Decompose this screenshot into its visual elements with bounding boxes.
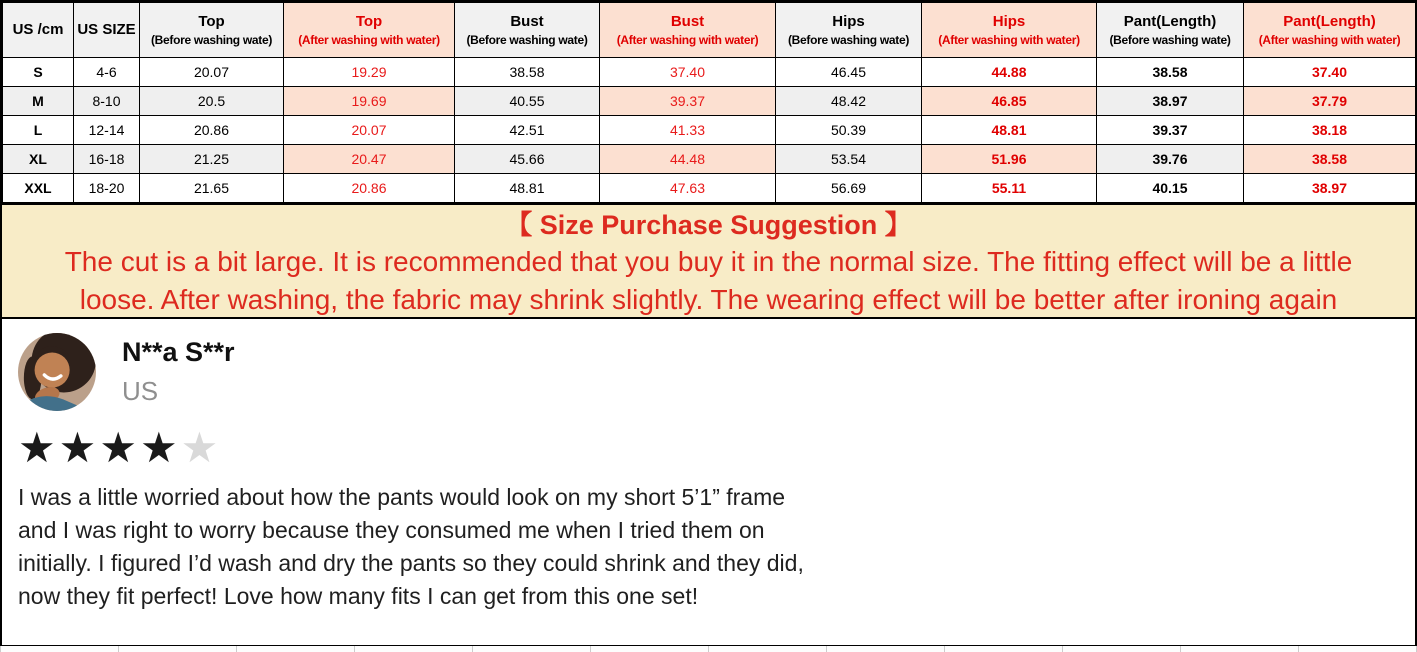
text-line: initially. I figured I’d wash and dry the pants so they could shrink and they did, bbox=[18, 550, 804, 576]
star-empty-icon: ★ bbox=[180, 424, 222, 471]
column-header: Bust (Before washing wate) bbox=[455, 3, 600, 58]
size-chart-table bbox=[2, 2, 1416, 203]
table-cell: 38.58 bbox=[1244, 145, 1416, 174]
table-cell: 45.66 bbox=[455, 145, 600, 174]
reviewer-info bbox=[122, 337, 235, 407]
size-purchase-suggestion-banner bbox=[2, 203, 1415, 319]
star-filled-icon: ★ bbox=[18, 424, 59, 471]
reviewer-row bbox=[18, 333, 1399, 411]
size-row bbox=[3, 145, 1416, 174]
next-section-peek bbox=[0, 646, 1417, 652]
table-cell: 46.45 bbox=[776, 58, 922, 87]
table-cell: 37.40 bbox=[600, 58, 776, 87]
table-cell: 8-10 bbox=[74, 87, 140, 116]
table-cell: 48.81 bbox=[922, 116, 1097, 145]
table-cell: 20.07 bbox=[140, 58, 284, 87]
table-cell: 56.69 bbox=[776, 174, 922, 203]
table-cell: 19.29 bbox=[284, 58, 455, 87]
table-cell: 39.37 bbox=[1097, 116, 1244, 145]
table-cell: 40.15 bbox=[1097, 174, 1244, 203]
table-cell: L bbox=[3, 116, 74, 145]
table-cell: 20.86 bbox=[284, 174, 455, 203]
table-cell: 21.65 bbox=[140, 174, 284, 203]
size-row bbox=[3, 58, 1416, 87]
size-chart-header bbox=[3, 3, 1416, 58]
table-cell: XXL bbox=[3, 174, 74, 203]
reviewer-location: US bbox=[122, 376, 159, 406]
star-filled-icon: ★ bbox=[99, 424, 140, 471]
column-header: Hips (After washing with water) bbox=[922, 3, 1097, 58]
column-header: Bust (After washing with water) bbox=[600, 3, 776, 58]
size-row bbox=[3, 174, 1416, 203]
table-cell: 46.85 bbox=[922, 87, 1097, 116]
column-header: Top (After washing with water) bbox=[284, 3, 455, 58]
table-cell: 20.47 bbox=[284, 145, 455, 174]
column-header: Top (Before washing wate) bbox=[140, 3, 284, 58]
text-line: now they fit perfect! Love how many fits I can get from this one set! bbox=[18, 583, 699, 609]
size-row bbox=[3, 116, 1416, 145]
star-filled-icon: ★ bbox=[139, 424, 181, 471]
review-text bbox=[18, 481, 1399, 613]
text-line: loose. After washing, the fabric may shrink slightly. The wearing effect will be better after ironing again bbox=[79, 284, 1338, 315]
table-cell: 37.40 bbox=[1244, 58, 1416, 87]
column-header: Pant(Length) (After washing with water) bbox=[1244, 3, 1416, 58]
suggestion-text bbox=[2, 243, 1415, 319]
table-cell: 42.51 bbox=[455, 116, 600, 145]
table-cell: 44.88 bbox=[922, 58, 1097, 87]
suggestion-title: 【 Size Purchase Suggestion 】 bbox=[505, 210, 912, 240]
star-filled-icon: ★ bbox=[58, 424, 100, 471]
table-cell: 20.07 bbox=[284, 116, 455, 145]
text-line: and I was right to worry because they consumed me when I tried them on bbox=[18, 517, 765, 543]
text-line: The cut is a bit large. It is recommended that you buy it in the normal size. The fitting effect will be a little bbox=[64, 246, 1353, 277]
reviewer-avatar bbox=[18, 333, 96, 411]
table-cell: 38.97 bbox=[1244, 174, 1416, 203]
table-cell: 55.11 bbox=[922, 174, 1097, 203]
table-cell: 48.42 bbox=[776, 87, 922, 116]
table-cell: XL bbox=[3, 145, 74, 174]
table-cell: 21.25 bbox=[140, 145, 284, 174]
table-cell: 37.79 bbox=[1244, 87, 1416, 116]
table-cell: 39.76 bbox=[1097, 145, 1244, 174]
table-cell: 44.48 bbox=[600, 145, 776, 174]
table-cell: 40.55 bbox=[455, 87, 600, 116]
column-header: US SIZE bbox=[74, 3, 140, 58]
table-cell: 20.5 bbox=[140, 87, 284, 116]
table-cell: 51.96 bbox=[922, 145, 1097, 174]
table-cell: 16-18 bbox=[74, 145, 140, 174]
table-cell: 12-14 bbox=[74, 116, 140, 145]
table-cell: S bbox=[3, 58, 74, 87]
table-cell: M bbox=[3, 87, 74, 116]
table-cell: 53.54 bbox=[776, 145, 922, 174]
table-cell: 48.81 bbox=[455, 174, 600, 203]
column-header: US /cm bbox=[3, 3, 74, 58]
table-cell: 38.97 bbox=[1097, 87, 1244, 116]
customer-review-card bbox=[2, 319, 1415, 645]
table-cell: 20.86 bbox=[140, 116, 284, 145]
text-line: I was a little worried about how the pants would look on my short 5’1” frame bbox=[18, 484, 786, 510]
table-cell: 4-6 bbox=[74, 58, 140, 87]
table-cell: 41.33 bbox=[600, 116, 776, 145]
table-cell: 18-20 bbox=[74, 174, 140, 203]
table-cell: 47.63 bbox=[600, 174, 776, 203]
column-header: Pant(Length) (Before washing wate) bbox=[1097, 3, 1244, 58]
table-cell: 39.37 bbox=[600, 87, 776, 116]
table-cell: 38.58 bbox=[455, 58, 600, 87]
column-header: Hips (Before washing wate) bbox=[776, 3, 922, 58]
reviewer-name: N**a S**r bbox=[122, 337, 235, 367]
size-chart-body bbox=[3, 58, 1416, 203]
table-cell: 19.69 bbox=[284, 87, 455, 116]
table-cell: 50.39 bbox=[776, 116, 922, 145]
size-row bbox=[3, 87, 1416, 116]
table-cell: 38.18 bbox=[1244, 116, 1416, 145]
table-cell: 38.58 bbox=[1097, 58, 1244, 87]
star-rating bbox=[18, 425, 1399, 471]
